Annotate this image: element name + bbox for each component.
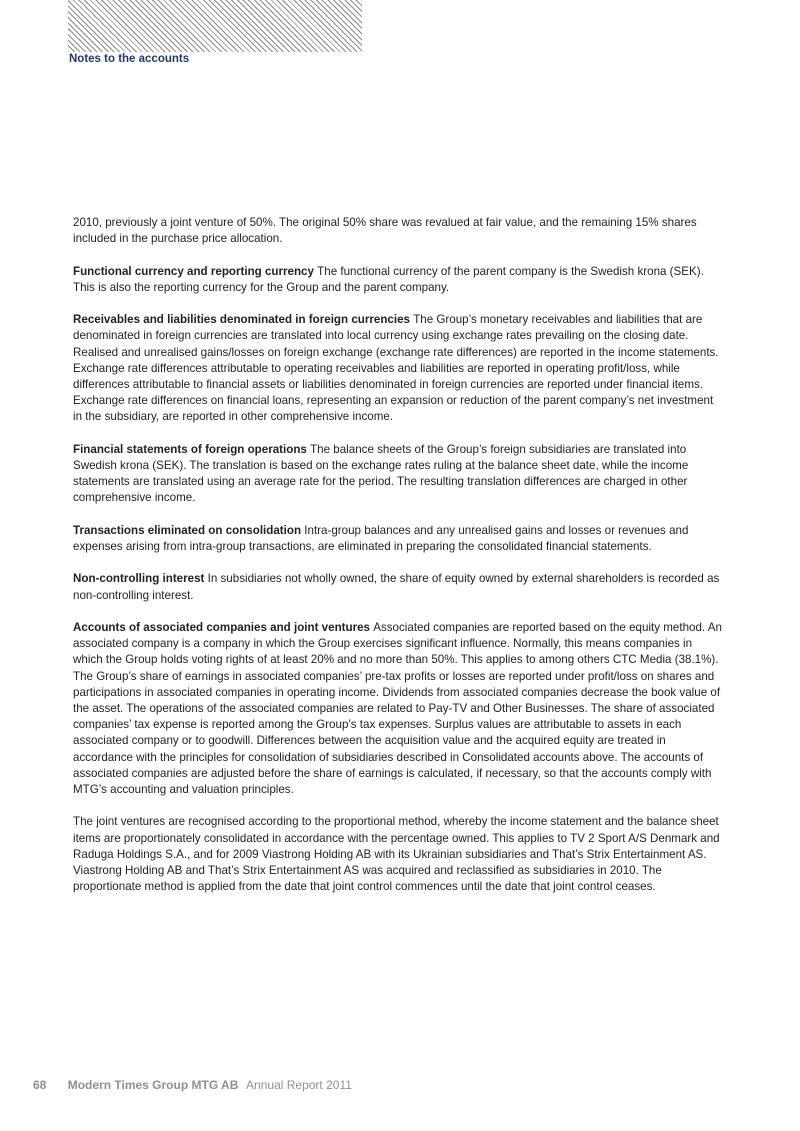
- paragraph-foreign-currency-receivables: [73, 312, 723, 425]
- paragraph-joint-ventures: [73, 814, 723, 895]
- paragraph-foreign-operations: [73, 442, 723, 507]
- paragraph-text: The Group’s monetary receivables and liabilities that are denominated in foreign currencies are translated into local currency using exchange rates prevailing on the closing date. Realised and unrealised gains/losses on foreign exchange (exchange rate differences) are reported in the income statements. Exchange rate differences attributable to operating receivables and liabilities are reported in operating profit/loss, while differences attributable to financial assets or liabilities denominated in foreign currencies are reported under financial items. Exchange rate differences on financial loans, representing an expansion or reduction of the parent company’s net investment in the subsidiary, are reported in other comprehensive income.: [73, 313, 719, 424]
- paragraph-heading: Non-controlling interest: [73, 572, 208, 586]
- paragraph-text: In subsidiaries not wholly owned, the share of equity owned by external shareholders is recorded as non-controlling interest.: [73, 572, 720, 602]
- paragraph-non-controlling-interest: [73, 571, 723, 603]
- paragraph-text: Intra-group balances and any unrealised gains and losses or revenues and expenses arising from intra-group transactions, are eliminated in preparing the consolidated financial statements.: [73, 523, 689, 553]
- paragraph-text: The functional currency of the parent company is the Swedish krona (SEK). This is also the reporting currency for the Group and the parent company.: [73, 264, 704, 294]
- paragraph-functional-currency: [73, 264, 723, 296]
- paragraph-heading: Accounts of associated companies and joint ventures: [73, 620, 374, 634]
- paragraph-text: The joint ventures are recognised according to the proportional method, whereby the income statement and the balance sheet items are proportionately consolidated in accordance with the percentage owned. This applies to TV 2 Sport A/S Denmark and Raduga Holdings S.A., and for 2009 Viastrong Holding AB with its Ukrainian subsidiaries and That’s Strix Entertainment AS. Viastrong Holding AB and That’s Strix Entertainment AS was acquired and reclassified as subsidiaries in 2010. The proportionate method is applied from the date that joint control commences until the date that joint control ceases.: [73, 815, 720, 894]
- header-hatch-pattern: [68, 0, 362, 52]
- paragraph-text: 2010, previously a joint venture of 50%. The original 50% share was revalued at fair value, and the remaining 15% shares included in the purchase price allocation.: [73, 216, 697, 246]
- paragraph-eliminated-transactions: [73, 523, 723, 555]
- paragraph-heading: Transactions eliminated on consolidation: [73, 523, 305, 537]
- page-footer: [33, 1078, 352, 1092]
- paragraph-heading: Financial statements of foreign operations: [73, 442, 311, 456]
- paragraph-heading: Functional currency and reporting currency: [73, 264, 318, 278]
- paragraph-heading: Receivables and liabilities denominated in foreign currencies: [73, 313, 414, 327]
- paragraph-text: The balance sheets of the Group’s foreign subsidiaries are translated into Swedish krona (SEK). The translation is based on the exchange rates ruling at the balance sheet date, while the income statements are translated using an average rate for the period. The resulting translation differences are charged in other comprehensive income.: [73, 442, 689, 505]
- paragraph-business-combination-continued: [73, 215, 723, 247]
- notes-body: [73, 215, 723, 912]
- paragraph-associated-companies: [73, 620, 723, 798]
- page-number: 68: [33, 1078, 47, 1092]
- section-title: Notes to the accounts: [69, 53, 190, 65]
- report-title: Annual Report 2011: [246, 1078, 352, 1092]
- company-name: Modern Times Group MTG AB: [67, 1078, 239, 1092]
- paragraph-text: Associated companies are reported based on the equity method. An associated company is a company in which the Group exercises significant influence. Normally, this means companies in which the Group holds voting rights of at least 20% and no more than 50%. This applies to among others CTC Media (38.1%). The Group’s share of earnings in associated companies’ pre-tax profits or losses are reported under profit/loss on shares and participations in associated companies in operating income. Dividends from associated companies decrease the book value of the asset. The operations of the associated companies are related to Pay-TV and Other Businesses. The share of associated companies’ tax expense is reported among the Group’s tax expenses. Surplus values are attributable to assets in each associated company or to goodwill. Differences between the acquisition value and the acquired equity are treated in accordance with the principles for consolidation of subsidiaries described in Consolidated accounts above. The accounts of associated companies are adjusted before the share of earnings is calculated, if necessary, so that the accounts comply with MTG’s accounting and valuation principles.: [73, 620, 722, 797]
